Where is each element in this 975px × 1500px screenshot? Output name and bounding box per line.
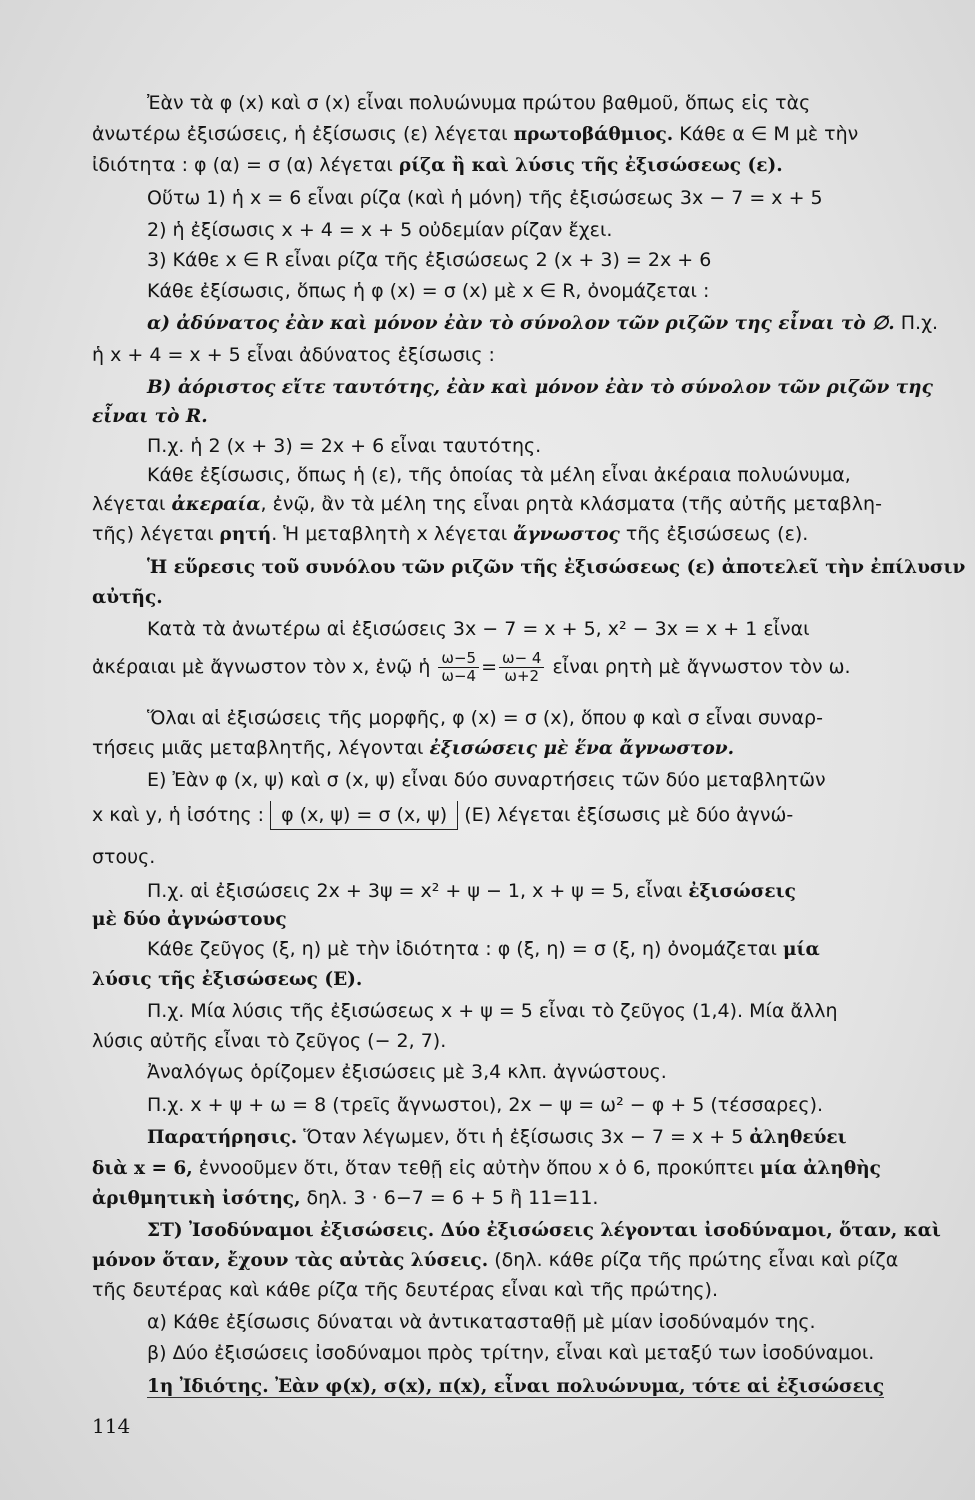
text-span: τῆς ἐξισώσεως (ε). [619,523,809,545]
text-span: (δηλ. κάθε ρίζα τῆς πρώτης εἶναι καὶ ρίζα [488,1249,899,1271]
fraction-denominator: ω+2 [504,667,540,685]
text-line [147,1215,941,1246]
text-line: ἡ x + 4 = x + 5 εἶναι ἀδύνατος ἐξίσωσις : [92,344,495,366]
text-line [92,650,935,685]
text-line [92,800,935,830]
bold-term: ἀκεραία [171,494,261,515]
text-line [92,401,935,432]
text-line: τῆς δευτέρας καὶ κάθε ρίζα τῆς δευτέρας εἶναι καὶ τῆς πρώτης). [92,1279,718,1301]
text-line: Κάθε ἐξίσωσις, ὅπως ἡ φ (x) = σ (x) μὲ x ∈ R, ὀνομάζεται : [147,280,710,302]
text-line [92,582,935,613]
text-span: . Ἡ μεταβλητὴ x λέγεται [271,523,514,545]
text-span: τῆς) λέγεται [92,523,220,545]
text-line [92,1153,935,1184]
bold-term: μία [783,939,820,960]
text-line: α) Κάθε ἐξίσωσις δύναται νὰ ἀντικατασταθῇ μὲ μίαν ἰσοδύναμόν της. [147,1311,816,1333]
text-span: Ὅταν λέγωμεν, ὅτι ἡ ἐξίσωσις 3x − 7 = x + 5 [297,1126,750,1148]
bold-term: ἀληθεύει [749,1127,847,1148]
bold-term: διὰ x = 6, [92,1158,193,1179]
text-line: Ε) Ἐὰν φ (x, ψ) καὶ σ (x, ψ) εἶναι δύο συναρτήσεις τῶν δύο μεταβλητῶν [147,769,826,791]
fraction-denominator: ω−4 [441,667,477,685]
text-line: 3) Κάθε x ∈ R εἶναι ρίζα τῆς ἐξισώσεως 2 (x + 3) = 2x + 6 [147,249,712,271]
text-line [92,119,935,150]
text-span: ἰδιότητα : φ (α) = σ (α) λέγεται [92,154,399,176]
text-span: x καὶ y, ἡ ἰσότης : [92,804,265,826]
bold-term: Β) ἀόριστος εἴτε ταυτότης, ἐὰν καὶ μόνον ἐὰν τὸ σύνολον τῶν ριζῶν της [147,377,933,398]
text-span: λέγεται [92,493,172,515]
text-span: ἐννοοῦμεν ὅτι, ὅταν τεθῇ εἰς αὐτὴν ὅπου x ὁ 6, προκύπτει [192,1157,761,1179]
page-number: 114 [92,1414,131,1438]
text-line: Ἐὰν τὰ φ (x) καὶ σ (x) εἶναι πολυώνυμα πρώτου βαθμοῦ, ὅπως εἰς τὰς [147,92,811,114]
text-span: τήσεις μιᾶς μεταβλητῆς, λέγονται [92,737,430,759]
text-line [147,934,935,965]
text-line [92,964,935,995]
text-span: Κάθε ζεῦγος (ξ, η) μὲ τὴν ἰδιότητα : φ (ξ, η) = σ (ξ, η) ὀνομάζεται [147,938,784,960]
text-line [147,1371,935,1402]
text-span: Π.χ. αἱ ἐξισώσεις 2x + 3ψ = x² + ψ − 1, x + ψ = 5, εἶναι [147,880,689,902]
text-line: Οὕτω 1) ἡ x = 6 εἶναι ρίζα (καὶ ἡ μόνη) τῆς ἐξισώσεως 3x − 7 = x + 5 [147,187,823,209]
text-line: Π.χ. Μία λύσις τῆς ἐξισώσεως x + ψ = 5 εἶναι τὸ ζεῦγος (1,4). Μία ἄλλη [147,1000,838,1022]
bold-term: μόνον ὅταν, ἔχουν τὰς αὐτὰς λύσεις. [92,1250,489,1271]
fraction [438,650,479,685]
boxed-equation: φ (x, ψ) = σ (x, ψ) [270,801,458,830]
bold-term: ΣΤ) Ἰσοδύναμοι ἐξισώσεις. Δύο ἐξισώσεις λέγονται ἰσοδύναμοι, ὅταν, καὶ [147,1220,941,1241]
text-line [92,1183,935,1214]
text-line: στους. [92,846,156,868]
text-span: (Ε) λέγεται ἐξίσωσις μὲ δύο ἀγνώ- [464,804,794,826]
text-span: Κάθε α ∈ Μ μὲ τὴν [673,123,859,145]
equals-sign: = [481,656,498,678]
text-line [92,904,935,935]
text-line [92,519,935,550]
text-line [92,733,935,764]
bold-term: ρητή [219,524,272,545]
bold-term: Παρατήρησις. [147,1127,298,1148]
bold-term: ἄγνωστος [513,524,620,545]
text-line [92,150,935,181]
fraction-numerator: ω−5 [438,650,479,668]
bold-term: μία ἀληθὴς [760,1158,881,1179]
text-line: Κάθε ἐξίσωσις, ὅπως ἡ (ε), τῆς ὁποίας τὰ μέλη εἶναι ἀκέραια πολυώνυμα, [147,464,851,486]
text-span: ἀνωτέρω ἐξισώσεις, ἡ ἐξίσωσις (ε) λέγεται [92,123,514,145]
text-line [92,489,935,520]
bold-term: ἐξισώσεις μὲ ἕνα ἄγνωστον. [429,738,735,759]
fraction-numerator: ω− 4 [499,650,544,668]
bold-term: λύσις τῆς ἐξισώσεως (Ε). [92,969,363,990]
text-line [92,1245,935,1276]
bold-term: 1η Ἰδιότης. Ἐὰν φ(x), σ(x), π(x), εἶναι πολυώνυμα, τότε αἱ ἐξισώσεις [147,1376,885,1397]
fraction [499,650,544,685]
bold-term: μὲ δύο ἀγνώστους [92,909,287,930]
text-line: 2) ἡ ἐξίσωσις x + 4 = x + 5 οὐδεμίαν ρίζαν ἔχει. [147,219,613,241]
bold-term: α) ἀδύνατος ἐὰν καὶ μόνον ἐὰν τὸ σύνολον τῶν ριζῶν της εἶναι τὸ ∅. [147,313,895,334]
bold-term: ἀριθμητικὴ ἰσότης, [92,1188,301,1209]
text-line: Ἀναλόγως ὁρίζομεν ἐξισώσεις μὲ 3,4 κλπ. ἀγνώστους. [147,1061,667,1083]
text-line [147,876,935,907]
bold-term: ρίζα ἢ καὶ λύσις τῆς ἐξισώσεως (ε). [398,155,783,176]
text-line: Ὅλαι αἱ ἐξισώσεις τῆς μορφῆς, φ (x) = σ (x), ὅπου φ καὶ σ εἶναι συναρ- [147,707,823,729]
bold-term: ἐξισώσεις [688,881,796,902]
text-span: , ἐνῷ, ἂν τὰ μέλη της εἶναι ρητὰ κλάσματα (τῆς αὐτῆς μεταβλη- [260,493,882,515]
bold-term: πρωτοβάθμιος. [513,124,674,145]
bold-term: εἶναι τὸ R. [92,406,208,427]
bold-term: Ἡ εὕρεσις τοῦ συνόλου τῶν ριζῶν τῆς ἐξισώσεως (ε) ἀποτελεῖ τὴν ἐπίλυσιν [147,557,966,578]
text-span: δηλ. 3 · 6−7 = 6 + 5 ἢ 11=11. [300,1187,599,1209]
text-line: Π.χ. ἡ 2 (x + 3) = 2x + 6 εἶναι ταυτότης. [147,435,542,457]
text-line [147,372,935,403]
text-line: λύσις αὐτῆς εἶναι τὸ ζεῦγος (− 2, 7). [92,1030,447,1052]
text-span: εἶναι ρητὴ μὲ ἄγνωστον τὸν ω. [552,656,851,678]
text-line [147,308,939,339]
bold-term: αὐτῆς. [92,587,163,608]
text-line: β) Δύο ἐξισώσεις ἰσοδύναμοι πρὸς τρίτην, εἶναι καὶ μεταξύ των ἰσοδύναμοι. [147,1342,875,1364]
text-line: Π.χ. x + ψ + ω = 8 (τρεῖς ἄγνωστοι), 2x − ψ = ω² − φ + 5 (τέσσαρες). [147,1094,824,1116]
text-line: Κατὰ τὰ ἀνωτέρω αἱ ἐξισώσεις 3x − 7 = x + 5, x² − 3x = x + 1 εἶναι [147,618,810,640]
text-line [147,1122,935,1153]
text-line [147,552,966,583]
text-span: Π.χ. [894,312,939,334]
text-span: ἀκέραιαι μὲ ἄγνωστον τὸν x, ἐνῷ ἡ [92,656,431,678]
